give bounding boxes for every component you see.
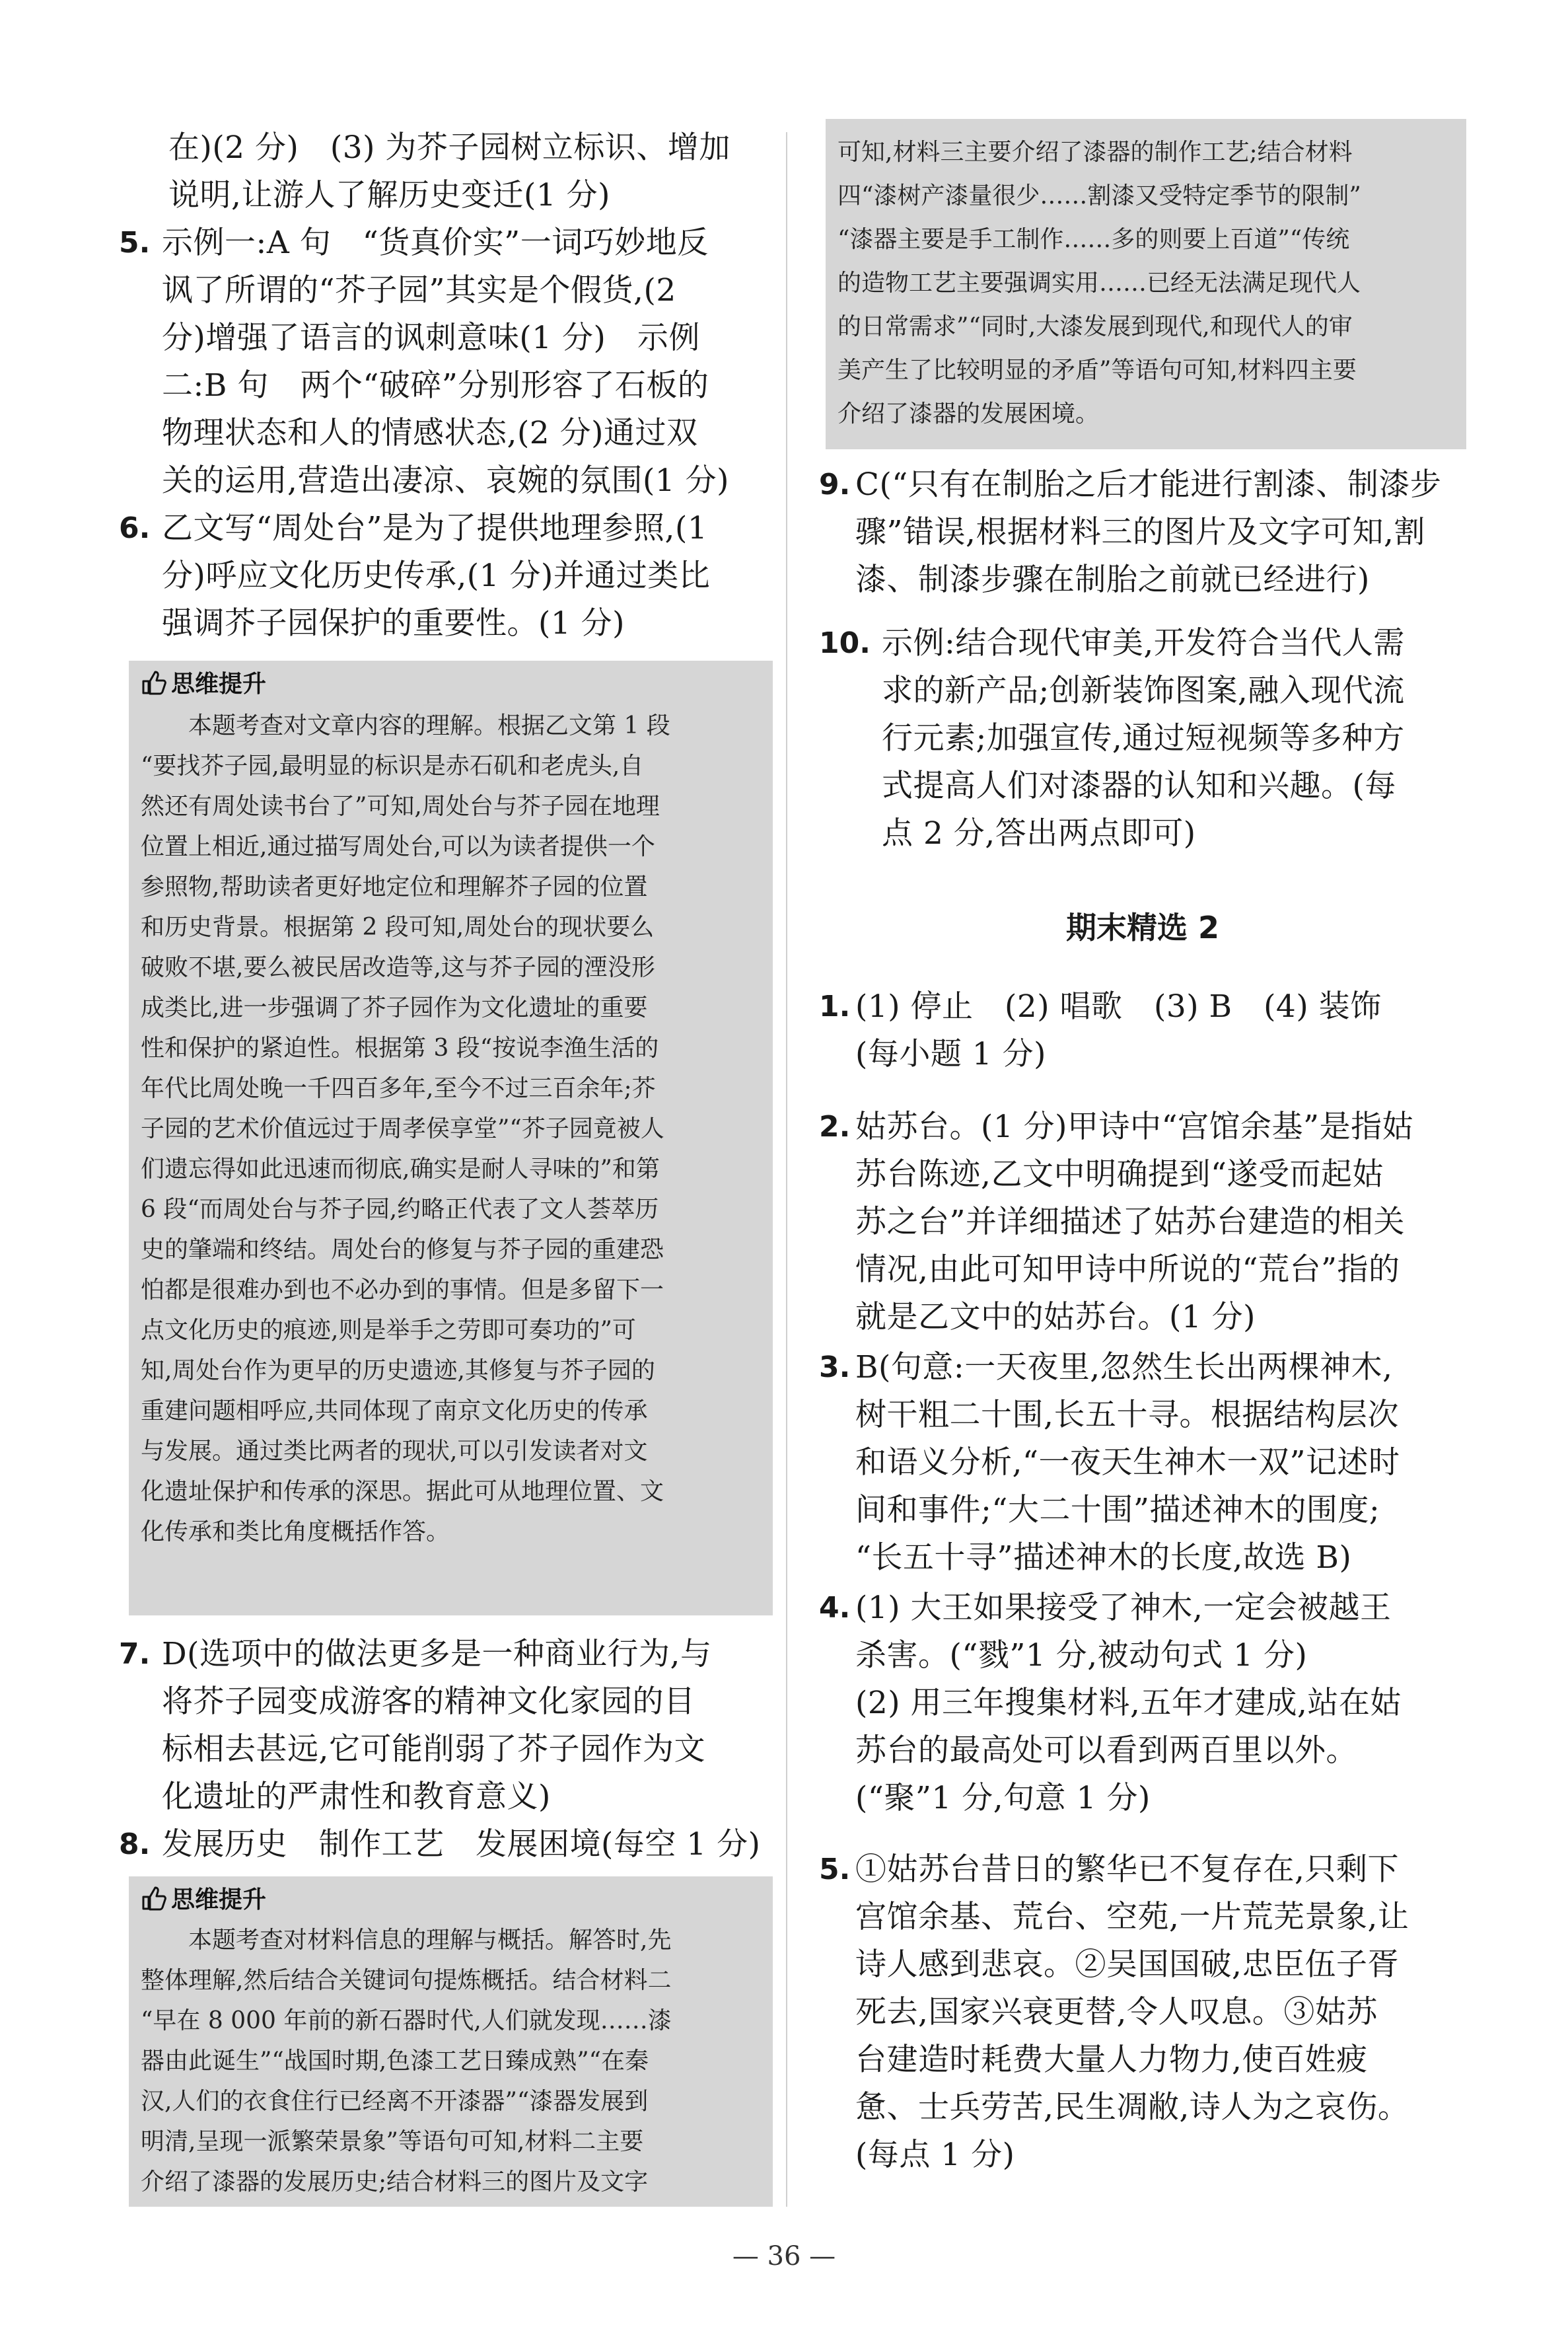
box2-line: “早在 8 000 年前的新石器时代,人们就发现……漆 xyxy=(141,2007,672,2034)
q5-line: 物理状态和人的情感状态,(2 分)通过双 xyxy=(162,415,698,451)
q7-line: 将芥子园变成游客的精神文化家园的目 xyxy=(162,1683,695,1720)
thinking-box-2-title xyxy=(141,1882,266,1919)
q9-line: C(“只有在制胎之后才能进行割漆、制漆步 xyxy=(855,466,1442,503)
a4-line: 苏台的最高处可以看到两百里以外。 xyxy=(855,1732,1357,1769)
thinking-box-continued xyxy=(826,119,1466,449)
box1-line: 与发展。通过类比两者的现状,可以引发读者对文 xyxy=(141,1438,648,1465)
a2-line: 苏之台”并详细描述了姑苏台建造的相关 xyxy=(855,1204,1406,1240)
box1-line: 成类比,进一步强调了芥子园作为文化遗址的重要 xyxy=(141,994,648,1021)
a2-line: 情况,由此可知甲诗中所说的“荒台”指的 xyxy=(855,1251,1400,1288)
q9-line: 骤”错误,根据材料三的图片及文字可知,割 xyxy=(855,514,1425,550)
q7-line: D(选项中的做法更多是一种商业行为,与 xyxy=(162,1636,712,1672)
a2-line: 苏台陈迹,乙文中明确提到“遂受而起姑 xyxy=(855,1156,1384,1193)
box1-line: 子园的艺术价值远过于周孝侯享堂”“芥子园竟被人 xyxy=(141,1115,664,1142)
q9-line: 漆、制漆步骤在制胎之前就已经进行) xyxy=(855,562,1370,598)
box2-line: 介绍了漆器的发展历史;结合材料三的图片及文字 xyxy=(141,2168,649,2196)
a3-line: 树干粗二十围,长五十寻。根据结构层次 xyxy=(855,1397,1399,1433)
box1-line: 们遗忘得如此迅速而彻底,确实是耐人寻味的”和第 xyxy=(141,1156,660,1183)
box3-line: 的日常需求”“同时,大漆发展到现代,和现代人的审 xyxy=(837,313,1353,340)
a4-line: 杀害。(“戮”1 分,被动句式 1 分) xyxy=(855,1637,1308,1674)
a5-line: 台建造时耗费大量人力物力,使百姓疲 xyxy=(855,2042,1368,2078)
thinking-box-1-title xyxy=(141,666,266,703)
a5-line: ①姑苏台昔日的繁华已不复存在,只剩下 xyxy=(855,1851,1399,1888)
q10-line: 行元素;加强宣传,通过短视频等多种方 xyxy=(882,720,1405,757)
a1-line: (每小题 1 分) xyxy=(855,1036,1046,1072)
q6-line: 乙文写“周处台”是为了提供地理参照,(1 xyxy=(162,510,708,546)
q8-number: 8. xyxy=(119,1827,151,1861)
box2-line: 器由此诞生”“战国时期,色漆工艺日臻成熟”“在秦 xyxy=(141,2048,649,2075)
q10-line: 式提高人们对漆器的认知和兴趣。(每 xyxy=(882,768,1396,804)
a5-number: 5. xyxy=(819,1853,851,1886)
box2-line: 整体理解,然后结合关键词句提炼概括。结合材料二 xyxy=(141,1967,672,1994)
box1-line: 破败不堪,要么被民居改造等,这与芥子园的湮没形 xyxy=(141,954,655,981)
q5-line: 示例一:A 句 “货真价实”一词巧妙地反 xyxy=(162,225,709,261)
box1-line: 化传承和类比角度概括作答。 xyxy=(141,1518,450,1545)
box1-line: 重建问题相呼应,共同体现了南京文化历史的传承 xyxy=(141,1397,648,1424)
box3-line: “漆器主要是手工制作……多的则要上百道”“传统 xyxy=(837,226,1350,253)
q5-line: 关的运用,营造出凄凉、哀婉的氛围(1 分) xyxy=(162,462,729,499)
box2-line: 汉,人们的衣食住行已经离不开漆器”“漆器发展到 xyxy=(141,2088,649,2115)
a1-number: 1. xyxy=(819,990,851,1023)
intro-line-2: 说明,让游人了解历史变迁(1 分) xyxy=(168,177,610,213)
box1-line: 性和保护的紧迫性。根据第 3 段“按说李渔生活的 xyxy=(141,1035,659,1062)
box1-line: “要找芥子园,最明显的标识是赤石矶和老虎头,自 xyxy=(141,753,644,780)
q10-line: 点 2 分,答出两点即可) xyxy=(882,815,1196,852)
a5-line: 诗人感到悲哀。②吴国国破,忠臣伍子胥 xyxy=(855,1946,1399,1983)
box1-line: 知,周处台作为更早的历史遗迹,其修复与芥子园的 xyxy=(141,1357,655,1384)
box3-line: 介绍了漆器的发展困境。 xyxy=(837,400,1100,427)
a5-line: 宫馆余基、荒台、空苑,一片荒芜景象,让 xyxy=(855,1899,1409,1935)
a4-line: (2) 用三年搜集材料,五年才建成,站在姑 xyxy=(855,1685,1402,1721)
q7-line: 标相去甚远,它可能削弱了芥子园作为文 xyxy=(162,1731,705,1767)
thumbs-up-icon xyxy=(141,1885,167,1911)
thinking-box-1 xyxy=(129,661,773,1615)
q9-number: 9. xyxy=(819,468,851,501)
q6-line: 分)呼应文化历史传承,(1 分)并通过类比 xyxy=(162,558,711,594)
box1-line: 位置上相近,通过描写周处台,可以为读者提供一个 xyxy=(141,833,655,860)
a3-line: 和语义分析,“一夜天生神木一双”记述时 xyxy=(855,1444,1400,1481)
a5-line: 死去,国家兴衰更替,令人叹息。③姑苏 xyxy=(855,1994,1378,2030)
q5-line: 讽了所谓的“芥子园”其实是个假货,(2 xyxy=(162,272,676,309)
box1-line: 6 段“而周处台与芥子园,约略正代表了文人荟萃历 xyxy=(141,1196,659,1223)
q5-number: 5. xyxy=(119,226,151,260)
box1-line: 化遗址保护和传承的深思。据此可从地理位置、文 xyxy=(141,1478,664,1505)
box3-line: 的造物工艺主要强调实用……已经无法满足现代人 xyxy=(837,270,1361,297)
a5-line: 惫、士兵劳苦,民生凋敝,诗人为之哀伤。 xyxy=(855,2089,1409,2125)
q6-number: 6. xyxy=(119,511,151,545)
a3-line: B(句意:一天夜里,忽然生长出两棵神木, xyxy=(855,1349,1393,1385)
q8-line: 发展历史 制作工艺 发展困境(每空 1 分) xyxy=(162,1826,761,1863)
box2-line: 明清,呈现一派繁荣景象”等语句可知,材料二主要 xyxy=(141,2128,644,2155)
thinking-box-2 xyxy=(129,1876,773,2207)
a1-line: (1) 停止 (2) 唱歌 (3) B (4) 装饰 xyxy=(855,988,1382,1025)
page-number: — 36 — xyxy=(732,2241,836,2271)
box1-line: 本题考查对文章内容的理解。根据乙文第 1 段 xyxy=(141,712,670,739)
box2-line: 本题考查对材料信息的理解与概括。解答时,先 xyxy=(141,1927,672,1954)
q5-line: 二:B 句 两个“破碎”分别形容了石板的 xyxy=(162,367,709,404)
a4-line: (1) 大王如果接受了神木,一定会被越王 xyxy=(855,1590,1392,1626)
box1-line: 参照物,帮助读者更好地定位和理解芥子园的位置 xyxy=(141,873,648,901)
box1-line: 点文化历史的痕迹,则是举手之劳即可奏功的”可 xyxy=(141,1317,636,1344)
thinking-box-2-title-text: 思维提升 xyxy=(171,1886,267,1913)
a5-line: (每点 1 分) xyxy=(855,2137,1015,2173)
a2-line: 就是乙文中的姑苏台。(1 分) xyxy=(855,1299,1256,1335)
q10-number: 10. xyxy=(819,626,871,660)
intro-line-1: 在)(2 分) (3) 为芥子园树立标识、增加 xyxy=(168,129,731,166)
box1-line: 怕都是很难办到也不必办到的事情。但是多留下一 xyxy=(141,1276,664,1304)
a2-number: 2. xyxy=(819,1110,851,1144)
a3-number: 3. xyxy=(819,1350,851,1384)
q10-line: 求的新产品;创新装饰图案,融入现代流 xyxy=(882,673,1405,709)
box1-line: 史的肇端和终结。周处台的修复与芥子园的重建恐 xyxy=(141,1236,664,1263)
box3-line: 美产生了比较明显的矛盾”等语句可知,材料四主要 xyxy=(837,357,1357,384)
section-title: 期末精选 2 xyxy=(1065,910,1220,945)
thinking-box-1-title-text: 思维提升 xyxy=(171,671,267,698)
thumbs-up-icon xyxy=(141,669,167,696)
q7-number: 7. xyxy=(119,1637,151,1671)
box1-line: 和历史背景。根据第 2 段可知,周处台的现状要么 xyxy=(141,914,655,941)
a4-number: 4. xyxy=(819,1591,851,1625)
box3-line: 可知,材料三主要介绍了漆器的制作工艺;结合材料 xyxy=(837,139,1353,166)
q10-line: 示例:结合现代审美,开发符合当代人需 xyxy=(882,625,1405,661)
a4-line: (“聚”1 分,句意 1 分) xyxy=(855,1780,1151,1816)
column-divider xyxy=(786,132,787,2207)
box1-line: 然还有周处读书台了”可知,周处台与芥子园在地理 xyxy=(141,793,660,820)
box1-line: 年代比周处晚一千四百多年,至今不过三百余年;芥 xyxy=(141,1075,656,1102)
a3-line: 间和事件;“大二十围”描述神木的围度; xyxy=(855,1492,1380,1528)
a2-line: 姑苏台。(1 分)甲诗中“宫馆余基”是指姑 xyxy=(855,1109,1414,1145)
box3-line: 四“漆树产漆量很少……割漆又受特定季节的限制” xyxy=(837,182,1361,209)
q5-line: 分)增强了语言的讽刺意味(1 分) 示例 xyxy=(162,320,700,356)
q7-line: 化遗址的严肃性和教育意义) xyxy=(162,1779,551,1815)
a3-line: “长五十寻”描述神木的长度,故选 B) xyxy=(855,1539,1352,1576)
q6-line: 强调芥子园保护的重要性。(1 分) xyxy=(162,605,625,642)
